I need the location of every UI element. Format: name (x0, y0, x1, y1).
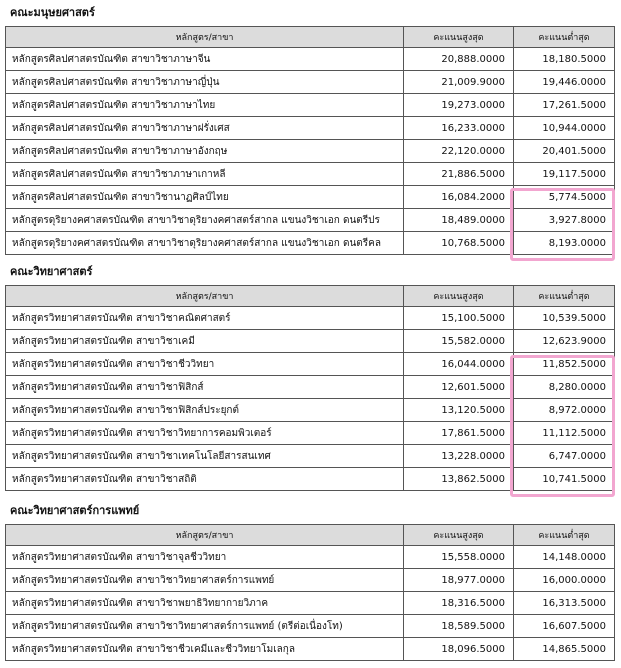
header-min-score: คะแนนต่ำสุด (514, 286, 615, 307)
min-score-cell: 3,927.8000 (514, 209, 615, 232)
min-score-cell: 5,774.5000 (514, 186, 615, 209)
min-score-cell: 8,972.0000 (514, 399, 615, 422)
program-cell: หลักสูตรวิทยาศาสตรบัณฑิต สาขาวิชาชีววิทยา (6, 353, 404, 376)
program-cell: หลักสูตรดุริยางคศาสตรบัณฑิต สาขาวิชาดุริยางคศาสตร์สากล แขนงวิชาเอก ดนตรีคล (6, 232, 404, 255)
score-table (5, 26, 615, 255)
table-row (6, 140, 615, 163)
min-score-cell: 10,741.5000 (514, 468, 615, 491)
table-row (6, 94, 615, 117)
min-score-cell: 6,747.0000 (514, 445, 615, 468)
max-score-cell: 16,233.0000 (404, 117, 514, 140)
program-cell: หลักสูตรศิลปศาสตรบัณฑิต สาขาวิชาภาษาไทย (6, 94, 404, 117)
table-row (6, 232, 615, 255)
table-row (6, 468, 615, 491)
program-cell: หลักสูตรวิทยาศาสตรบัณฑิต สาขาวิชาฟิสิกส์ (6, 376, 404, 399)
max-score-cell: 13,862.5000 (404, 468, 514, 491)
min-score-cell: 8,193.0000 (514, 232, 615, 255)
min-score-cell: 8,280.0000 (514, 376, 615, 399)
table-row (6, 615, 615, 638)
max-score-cell: 13,228.0000 (404, 445, 514, 468)
table-row (6, 445, 615, 468)
program-cell: หลักสูตรศิลปศาสตรบัณฑิต สาขาวิชานาฏศิลป์ไทย (6, 186, 404, 209)
max-score-cell: 13,120.5000 (404, 399, 514, 422)
min-score-cell: 11,112.5000 (514, 422, 615, 445)
min-score-cell: 16,313.5000 (514, 592, 615, 615)
table-row (6, 48, 615, 71)
max-score-cell: 21,886.5000 (404, 163, 514, 186)
header-max-score: คะแนนสูงสุด (404, 525, 514, 546)
min-score-cell: 19,446.0000 (514, 71, 615, 94)
min-score-cell: 16,607.5000 (514, 615, 615, 638)
max-score-cell: 18,316.5000 (404, 592, 514, 615)
header-min-score: คะแนนต่ำสุด (514, 27, 615, 48)
max-score-cell: 18,489.0000 (404, 209, 514, 232)
score-table (5, 285, 615, 491)
table-row (6, 592, 615, 615)
program-cell: หลักสูตรวิทยาศาสตรบัณฑิต สาขาวิชาสถิติ (6, 468, 404, 491)
program-cell: หลักสูตรวิทยาศาสตรบัณฑิต สาขาวิชาชีวเคมีและชีววิทยาโมเลกุล (6, 638, 404, 661)
program-cell: หลักสูตรศิลปศาสตรบัณฑิต สาขาวิชาภาษาจีน (6, 48, 404, 71)
table-row (6, 569, 615, 592)
max-score-cell: 16,044.0000 (404, 353, 514, 376)
program-cell: หลักสูตรวิทยาศาสตรบัณฑิต สาขาวิชาฟิสิกส์ประยุกต์ (6, 399, 404, 422)
program-cell: หลักสูตรวิทยาศาสตรบัณฑิต สาขาวิชาจุลชีววิทยา (6, 546, 404, 569)
program-cell: หลักสูตรวิทยาศาสตรบัณฑิต สาขาวิชาวิทยาการคอมพิวเตอร์ (6, 422, 404, 445)
program-cell: หลักสูตรศิลปศาสตรบัณฑิต สาขาวิชาภาษาฝรั่งเศส (6, 117, 404, 140)
table-header-row (6, 286, 615, 307)
min-score-cell: 14,865.5000 (514, 638, 615, 661)
table-row (6, 209, 615, 232)
table-row (6, 399, 615, 422)
table-row (6, 353, 615, 376)
program-cell: หลักสูตรวิทยาศาสตรบัณฑิต สาขาวิชาเคมี (6, 330, 404, 353)
max-score-cell: 15,100.5000 (404, 307, 514, 330)
header-max-score: คะแนนสูงสุด (404, 27, 514, 48)
min-score-cell: 16,000.0000 (514, 569, 615, 592)
table-header-row (6, 27, 615, 48)
score-table (5, 524, 615, 661)
max-score-cell: 18,589.5000 (404, 615, 514, 638)
table-row (6, 71, 615, 94)
max-score-cell: 22,120.0000 (404, 140, 514, 163)
program-cell: หลักสูตรวิทยาศาสตรบัณฑิต สาขาวิชาวิทยาศาสตร์การแพทย์ (ตรีต่อเนื่องโท) (6, 615, 404, 638)
faculty-title: คณะมนุษยศาสตร์ (10, 6, 95, 19)
program-cell: หลักสูตรดุริยางคศาสตรบัณฑิต สาขาวิชาดุริยางคศาสตร์สากล แขนงวิชาเอก ดนตรีปร (6, 209, 404, 232)
header-program: หลักสูตร/สาขา (6, 27, 404, 48)
header-program: หลักสูตร/สาขา (6, 286, 404, 307)
header-min-score: คะแนนต่ำสุด (514, 525, 615, 546)
max-score-cell: 19,273.0000 (404, 94, 514, 117)
table-row (6, 307, 615, 330)
min-score-cell: 17,261.5000 (514, 94, 615, 117)
table-row (6, 163, 615, 186)
max-score-cell: 21,009.9000 (404, 71, 514, 94)
max-score-cell: 12,601.5000 (404, 376, 514, 399)
min-score-cell: 14,148.0000 (514, 546, 615, 569)
header-program: หลักสูตร/สาขา (6, 525, 404, 546)
faculty-title: คณะวิทยาศาสตร์ (10, 265, 93, 278)
max-score-cell: 15,558.0000 (404, 546, 514, 569)
max-score-cell: 17,861.5000 (404, 422, 514, 445)
program-cell: หลักสูตรวิทยาศาสตรบัณฑิต สาขาวิชาพยาธิวิทยากายวิภาค (6, 592, 404, 615)
faculty-title: คณะวิทยาศาสตร์การแพทย์ (10, 504, 140, 517)
program-cell: หลักสูตรวิทยาศาสตรบัณฑิต สาขาวิชาเทคโนโลยีสารสนเทศ (6, 445, 404, 468)
program-cell: หลักสูตรศิลปศาสตรบัณฑิต สาขาวิชาภาษาญี่ปุ่น (6, 71, 404, 94)
table-row (6, 330, 615, 353)
min-score-cell: 11,852.5000 (514, 353, 615, 376)
min-score-cell: 20,401.5000 (514, 140, 615, 163)
program-cell: หลักสูตรศิลปศาสตรบัณฑิต สาขาวิชาภาษาอังกฤษ (6, 140, 404, 163)
max-score-cell: 20,888.0000 (404, 48, 514, 71)
table-row (6, 186, 615, 209)
program-cell: หลักสูตรวิทยาศาสตรบัณฑิต สาขาวิชาวิทยาศาสตร์การแพทย์ (6, 569, 404, 592)
max-score-cell: 16,084.2000 (404, 186, 514, 209)
table-row (6, 117, 615, 140)
program-cell: หลักสูตรศิลปศาสตรบัณฑิต สาขาวิชาภาษาเกาหลี (6, 163, 404, 186)
table-row (6, 546, 615, 569)
table-row (6, 638, 615, 661)
max-score-cell: 10,768.5000 (404, 232, 514, 255)
max-score-cell: 15,582.0000 (404, 330, 514, 353)
table-row (6, 422, 615, 445)
table-header-row (6, 525, 615, 546)
max-score-cell: 18,977.0000 (404, 569, 514, 592)
min-score-cell: 12,623.9000 (514, 330, 615, 353)
min-score-cell: 19,117.5000 (514, 163, 615, 186)
min-score-cell: 18,180.5000 (514, 48, 615, 71)
min-score-cell: 10,539.5000 (514, 307, 615, 330)
header-max-score: คะแนนสูงสุด (404, 286, 514, 307)
table-row (6, 376, 615, 399)
program-cell: หลักสูตรวิทยาศาสตรบัณฑิต สาขาวิชาคณิตศาสตร์ (6, 307, 404, 330)
max-score-cell: 18,096.5000 (404, 638, 514, 661)
min-score-cell: 10,944.0000 (514, 117, 615, 140)
